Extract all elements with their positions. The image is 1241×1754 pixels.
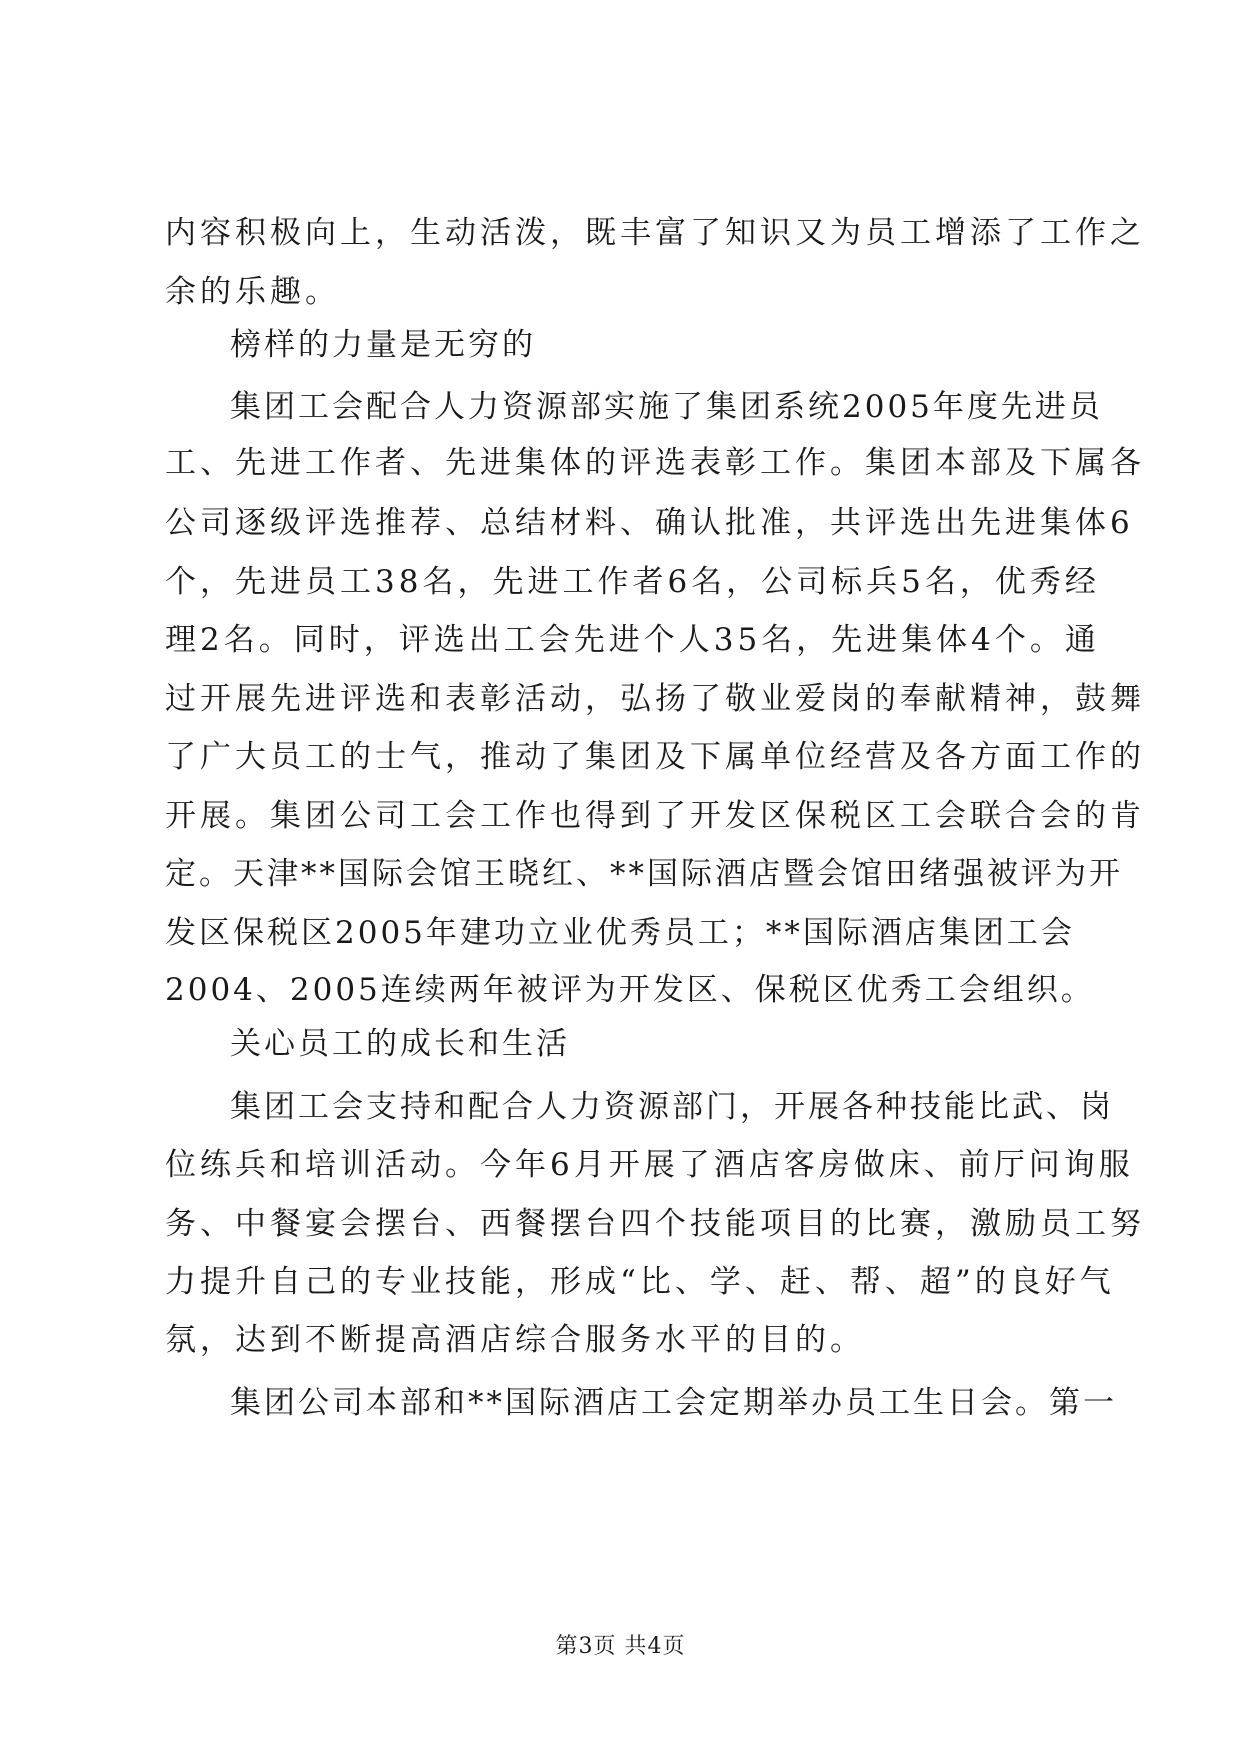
body-text-line: 发区保税区2005年建功立业优秀员工；**国际酒店集团工会 [165, 915, 1075, 951]
body-text-line: 氛，达到不断提高酒店综合服务水平的目的。 [165, 1322, 865, 1358]
body-text-line: 2004、2005连续两年被评为开发区、保税区优秀工会组织。 [165, 972, 1095, 1008]
body-text-line: 定。天津**国际会馆王晓红、**国际酒店暨会馆田绪强被评为开 [165, 856, 1123, 892]
body-text-line: 集团公司本部和**国际酒店工会定期举办员工生日会。第一 [230, 1385, 1117, 1421]
section-heading: 关心员工的成长和生活 [230, 1026, 570, 1062]
body-text-line: 务、中餐宴会摆台、西餐摆台四个技能项目的比赛，激励员工努 [165, 1206, 1145, 1242]
body-text-line: 余的乐趣。 [165, 274, 340, 310]
body-text-line: 过开展先进评选和表彰活动，弘扬了敬业爱岗的奉献精神，鼓舞 [165, 681, 1145, 717]
section-heading: 榜样的力量是无穷的 [230, 327, 536, 363]
body-text-line: 集团工会支持和配合人力资源部门，开展各种技能比武、岗 [230, 1089, 1114, 1125]
body-text-line: 理2名。同时，评选出工会先进个人35名，先进集体4个。通 [165, 622, 1100, 658]
body-text-line: 位练兵和培训活动。今年6月开展了酒店客房做床、前厅问询服 [165, 1147, 1134, 1183]
body-text-line: 个，先进员工38名，先进工作者6名，公司标兵5名，优秀经 [165, 564, 1100, 600]
body-text-line: 力提升自己的专业技能，形成“比、学、赶、帮、超”的良好气 [165, 1264, 1115, 1300]
body-text-line: 集团工会配合人力资源部实施了集团系统2005年度先进员 [230, 389, 1103, 425]
body-text-line: 开展。集团公司工会工作也得到了开发区保税区工会联合会的肯 [165, 798, 1145, 834]
body-text-line: 公司逐级评选推荐、总结材料、确认批准，共评选出先进集体6 [165, 505, 1134, 541]
body-text-line: 内容积极向上，生动活泼，既丰富了知识又为员工增添了工作之 [165, 215, 1145, 251]
body-text-line: 工、先进工作者、先进集体的评选表彰工作。集团本部及下属各 [165, 445, 1145, 481]
body-text-line: 了广大员工的士气，推动了集团及下属单位经营及各方面工作的 [165, 739, 1145, 775]
page-number-footer: 第3页 共4页 [555, 1634, 686, 1659]
